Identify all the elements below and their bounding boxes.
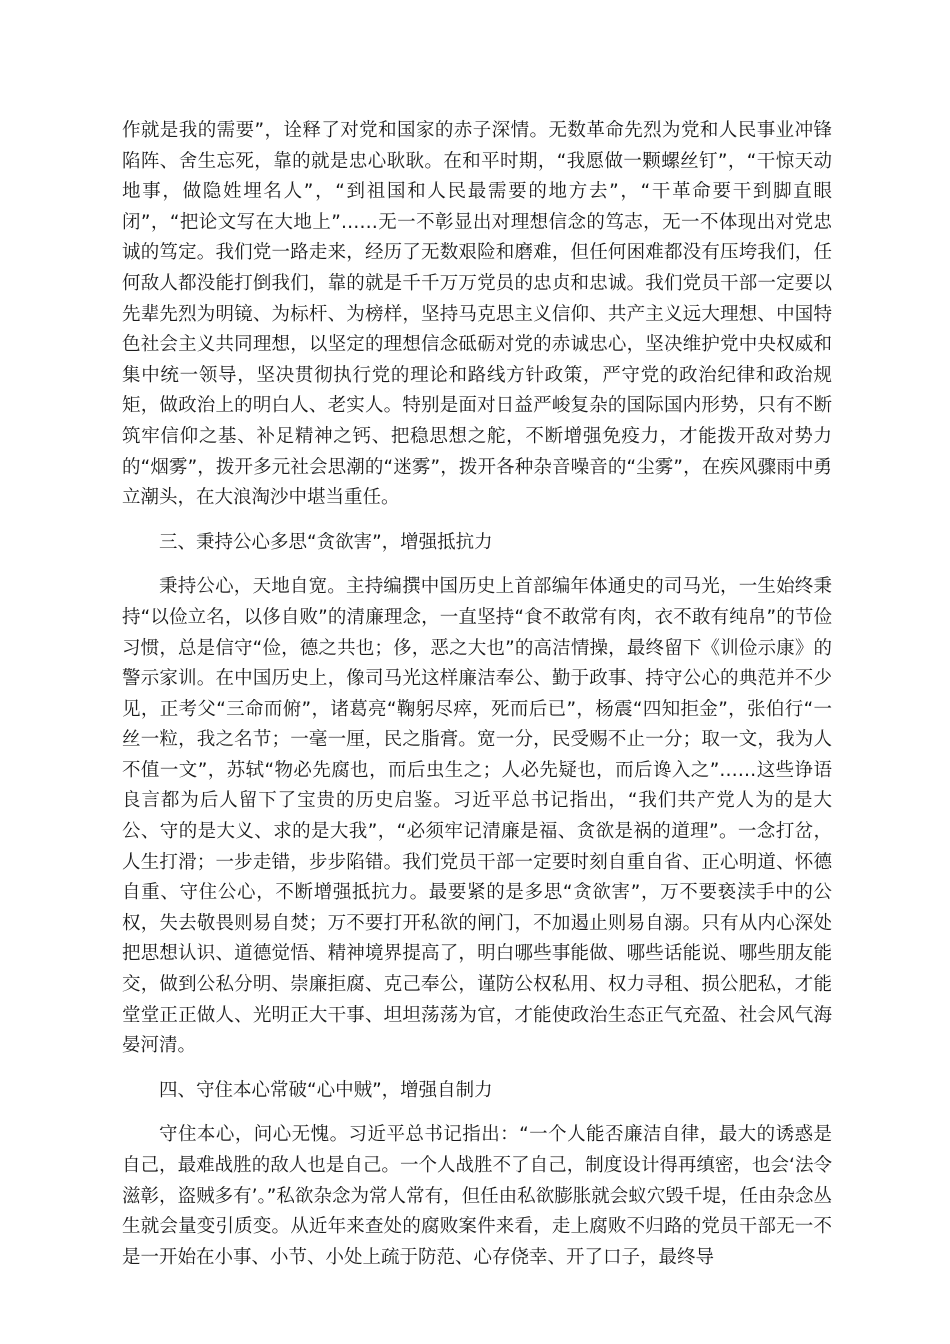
document-body xyxy=(122,116,832,1273)
paragraph-self-discipline: 守住本心，问心无愧。习近平总书记指出：“一个人能否廉洁自律，最大的诱惑是自己，最难战胜的敌人也是自己。一个人战胜不了自己，制度设计得再缜密，也会‘法令滋彰，盗贼多有’。”私欲杂念为常人常有，但任由私欲膨胀就会蚁穴毁千堤，任由杂念丛生就会量变引质变。从近年来查处的腐败案件来看，走上腐败不归路的党员干部无一不是一开始在小事、小节、小处上疏于防范、心存侥幸、开了口子，最终导 xyxy=(122,1124,832,1268)
paragraph-loyalty-continued: 作就是我的需要”，诠释了对党和国家的赤子深情。无数革命先烈为党和人民事业冲锋陷阵、舍生忘死，靠的就是忠心耿耿。在和平时期，“我愿做一颗螺丝钉”，“干惊天动地事，做隐姓埋名人”，“到祖国和人民最需要的地方去”，“干革命要干到脚直眼闭”，“把论文写在大地上”……无一不彰显出对理想信念的笃志，无一不体现出对党忠诚的笃定。我们党一路走来，经历了无数艰险和磨难，但任何困难都没有压垮我们，任何敌人都没能打倒我们，靠的就是千千万万党员的忠贞和忠诚。我们党员干部一定要以先辈先烈为明镜、为标杆、为榜样，坚持马克思主义信仰、共产主义远大理想、中国特色社会主义共同理想，以坚定的理想信念砥砺对党的赤诚忠心，坚决维护党中央权威和集中统一领导，坚决贯彻执行党的理论和路线方针政策，严守党的政治纪律和政治规矩，做政治上的明白人、老实人。特别是面对日益严峻复杂的国际国内形势，只有不断筑牢信仰之基、补足精神之钙、把稳思想之舵，不断增强免疫力，才能拨开敌对势力的“烟雾”，拨开多元社会思潮的“迷雾”，拨开各种杂音噪音的“尘雾”，在疾风骤雨中勇立潮头，在大浪淘沙中堪当重任。 xyxy=(122,120,832,509)
section-heading-3: 三、秉持公心多思“贪欲害”，增强抵抗力 xyxy=(159,531,493,553)
section-heading-4: 四、守住本心常破“心中贼”，增强自制力 xyxy=(159,1079,493,1101)
paragraph-public-spirit: 秉持公心，天地自宽。主持编撰中国历史上首部编年体通史的司马光，一生始终秉持“以俭立名，以侈自败”的清廉理念，一直坚持“食不敢常有肉，衣不敢有纯帛”的节俭习惯，总是信守“俭，德之共也；侈，恶之大也”的高洁情操，最终留下《训俭示康》的警示家训。在中国历史上，像司马光这样廉洁奉公、勤于政事、持守公心的典范并不少见，正考父“三命而俯”，诸葛亮“鞠躬尽瘁，死而后已”，杨震“四知拒金”，张伯行“一丝一粒，我之名节；一毫一厘，民之脂膏。宽一分，民受赐不止一分；取一文，我为人不值一文”，苏轼“物必先腐也，而后虫生之；人必先疑也，而后谗入之”……这些诤语良言都为后人留下了宝贵的历史启鉴。习近平总书记指出，“我们共产党人为的是大公、守的是大义、求的是大我”，“必须牢记清廉是福、贪欲是祸的道理”。一念打岔，人生打滑；一步走错，步步陷错。我们党员干部一定要时刻自重自省、正心明道、怀德自重、守住公心，不断增强抵抗力。最要紧的是多思“贪欲害”，万不要亵渎手中的公权，失去敬畏则易自焚；万不要打开私欲的闸门，不加遏止则易自溺。只有从内心深处把思想认识、道德觉悟、精神境界提高了，明白哪些事能做、哪些话能说、哪些朋友能交，做到公私分明、崇廉拒腐、克己奉公，谨防公权私用、权力寻租、损公肥私，才能堂堂正正做人、光明正大干事、坦坦荡荡为官，才能使政治生态正气充盈、社会风气海晏河清。 xyxy=(122,576,832,1057)
